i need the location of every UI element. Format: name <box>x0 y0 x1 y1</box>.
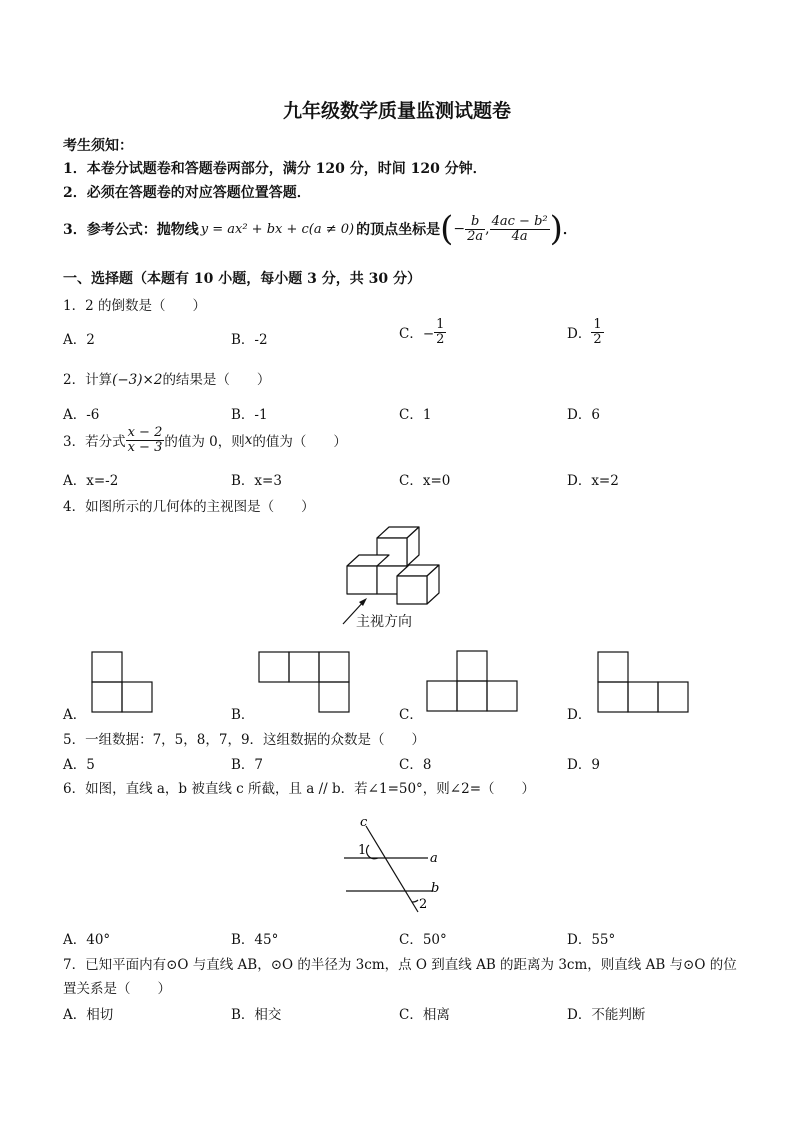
parabola-formula: y = ax² + bx + c(a ≠ 0) <box>200 221 355 237</box>
q4-option-c-figure <box>425 649 519 713</box>
label-b: b <box>431 881 440 896</box>
notice-heading: 考生须知： <box>63 138 133 154</box>
q3-option-b: B．x=3 <box>231 473 282 489</box>
q1-stem: 1．2 的倒数是（ ） <box>63 298 206 314</box>
q4-option-a-figure <box>90 650 154 714</box>
left-cube-front-face <box>347 566 377 594</box>
angle-1-arc <box>367 845 378 859</box>
label-c: c <box>360 815 368 830</box>
q4-option-b[interactable]: B． <box>231 707 255 723</box>
q6-option-d: D．55° <box>567 932 616 948</box>
line-c <box>366 826 418 912</box>
q6-parallel-lines-figure <box>340 812 450 914</box>
q1-option-c: C．− $\frac{1}{2}$ <box>399 317 445 347</box>
q7-stem-line2: 置关系是（ ） <box>63 981 171 997</box>
q4-option-c[interactable]: C． <box>399 707 423 723</box>
q1-option-a: A．2 <box>63 332 95 348</box>
vertex-x-fraction: $\frac{b}{2a}$ <box>467 213 484 244</box>
q3-fraction: $\frac{x - 2}{x - 3}$ <box>127 425 163 455</box>
label-2: 2 <box>419 897 428 912</box>
q2-option-c: C．1 <box>399 407 432 423</box>
q5-option-d: D．9 <box>567 757 600 773</box>
q6-option-b: B．45° <box>231 932 279 948</box>
q3-stem: 3．若分式 $\frac{x - 2}{x - 3}$ 的值为 0，则 x 的值为（ ） <box>63 425 347 455</box>
q5-stem: 5．一组数据：7，5，8，7，9．这组数据的众数是（ ） <box>63 732 426 748</box>
notice-item-3-prefix: 3．参考公式：抛物线 <box>63 222 199 238</box>
q7-option-b: B．相交 <box>231 1007 282 1023</box>
notice-item-2: 2．必须在答题卷的对应答题位置答题． <box>63 185 311 201</box>
q1-c-fraction: $\frac{1}{2}$ <box>436 317 445 347</box>
q4-stem: 4．如图所示的几何体的主视图是（ ） <box>63 499 315 515</box>
q4-option-d[interactable]: D． <box>567 707 592 723</box>
right-paren: ) <box>549 209 563 249</box>
q3-option-a: A．x=-2 <box>63 473 119 489</box>
q1-option-b: B．-2 <box>231 332 268 348</box>
q6-stem: 6．如图，直线 a，b 被直线 c 所截，且 a // b．若∠1=50°，则∠2=（ ） <box>63 781 536 797</box>
q2-option-a: A．-6 <box>63 407 100 423</box>
q7-option-c: C．相离 <box>399 1007 450 1023</box>
page-title: 九年级数学质量监测试题卷 <box>282 100 511 122</box>
q5-option-a: A．5 <box>63 757 95 773</box>
q2-option-d: D．6 <box>567 407 600 423</box>
notice-item-3: 3．参考公式：抛物线 y = ax² + bx + c(a ≠ 0) 的顶点坐标是 ( − $\frac{b}{2a}$ , $\frac{\text{4ac − b²}}{4a}$ ) ． <box>63 209 577 249</box>
q5-option-b: B．7 <box>231 757 264 773</box>
q1-d-fraction: $\frac{1}{2}$ <box>593 317 602 347</box>
right-cube-front-face <box>397 576 427 604</box>
q5-option-c: C．8 <box>399 757 432 773</box>
q4-option-a[interactable]: A． <box>63 707 87 723</box>
q6-option-c: C．50° <box>399 932 447 948</box>
q3-option-c: C．x=0 <box>399 473 451 489</box>
q7-option-a: A．相切 <box>63 1007 114 1023</box>
label-1: 1 <box>358 843 367 858</box>
q2-option-b: B．-1 <box>231 407 268 423</box>
q2-stem: 2．计算(−3)×2的结果是（ ） <box>63 372 271 388</box>
q4-option-d-figure <box>596 650 690 714</box>
angle-2-arc <box>412 900 418 902</box>
q7-stem-line1: 7．已知平面内有⊙O 与直线 AB，⊙O 的半径为 3cm，点 O 到直线 AB 的距离为 3cm，则直线 AB 与⊙O 的位 <box>63 957 737 973</box>
view-direction-label: 主视方向 <box>356 614 412 630</box>
q7-option-d: D．不能判断 <box>567 1007 646 1023</box>
notice-item-1: 1．本卷分试题卷和答题卷两部分，满分 120 分，时间 120 分钟． <box>63 161 487 177</box>
notice-item-3-mid: 的顶点坐标是 <box>356 222 441 238</box>
section-heading: 一、选择题（本题有 10 小题，每小题 3 分，共 30 分） <box>63 271 421 287</box>
left-paren: ( <box>440 209 454 249</box>
vertex-y-fraction: $\frac{\text{4ac − b²}}{4a}$ <box>491 213 548 244</box>
label-a: a <box>430 851 438 866</box>
q6-option-a: A．40° <box>63 932 111 948</box>
q4-option-b-figure <box>257 650 351 714</box>
q3-option-d: D．x=2 <box>567 473 619 489</box>
q1-option-d: D． $\frac{1}{2}$ <box>567 317 602 347</box>
